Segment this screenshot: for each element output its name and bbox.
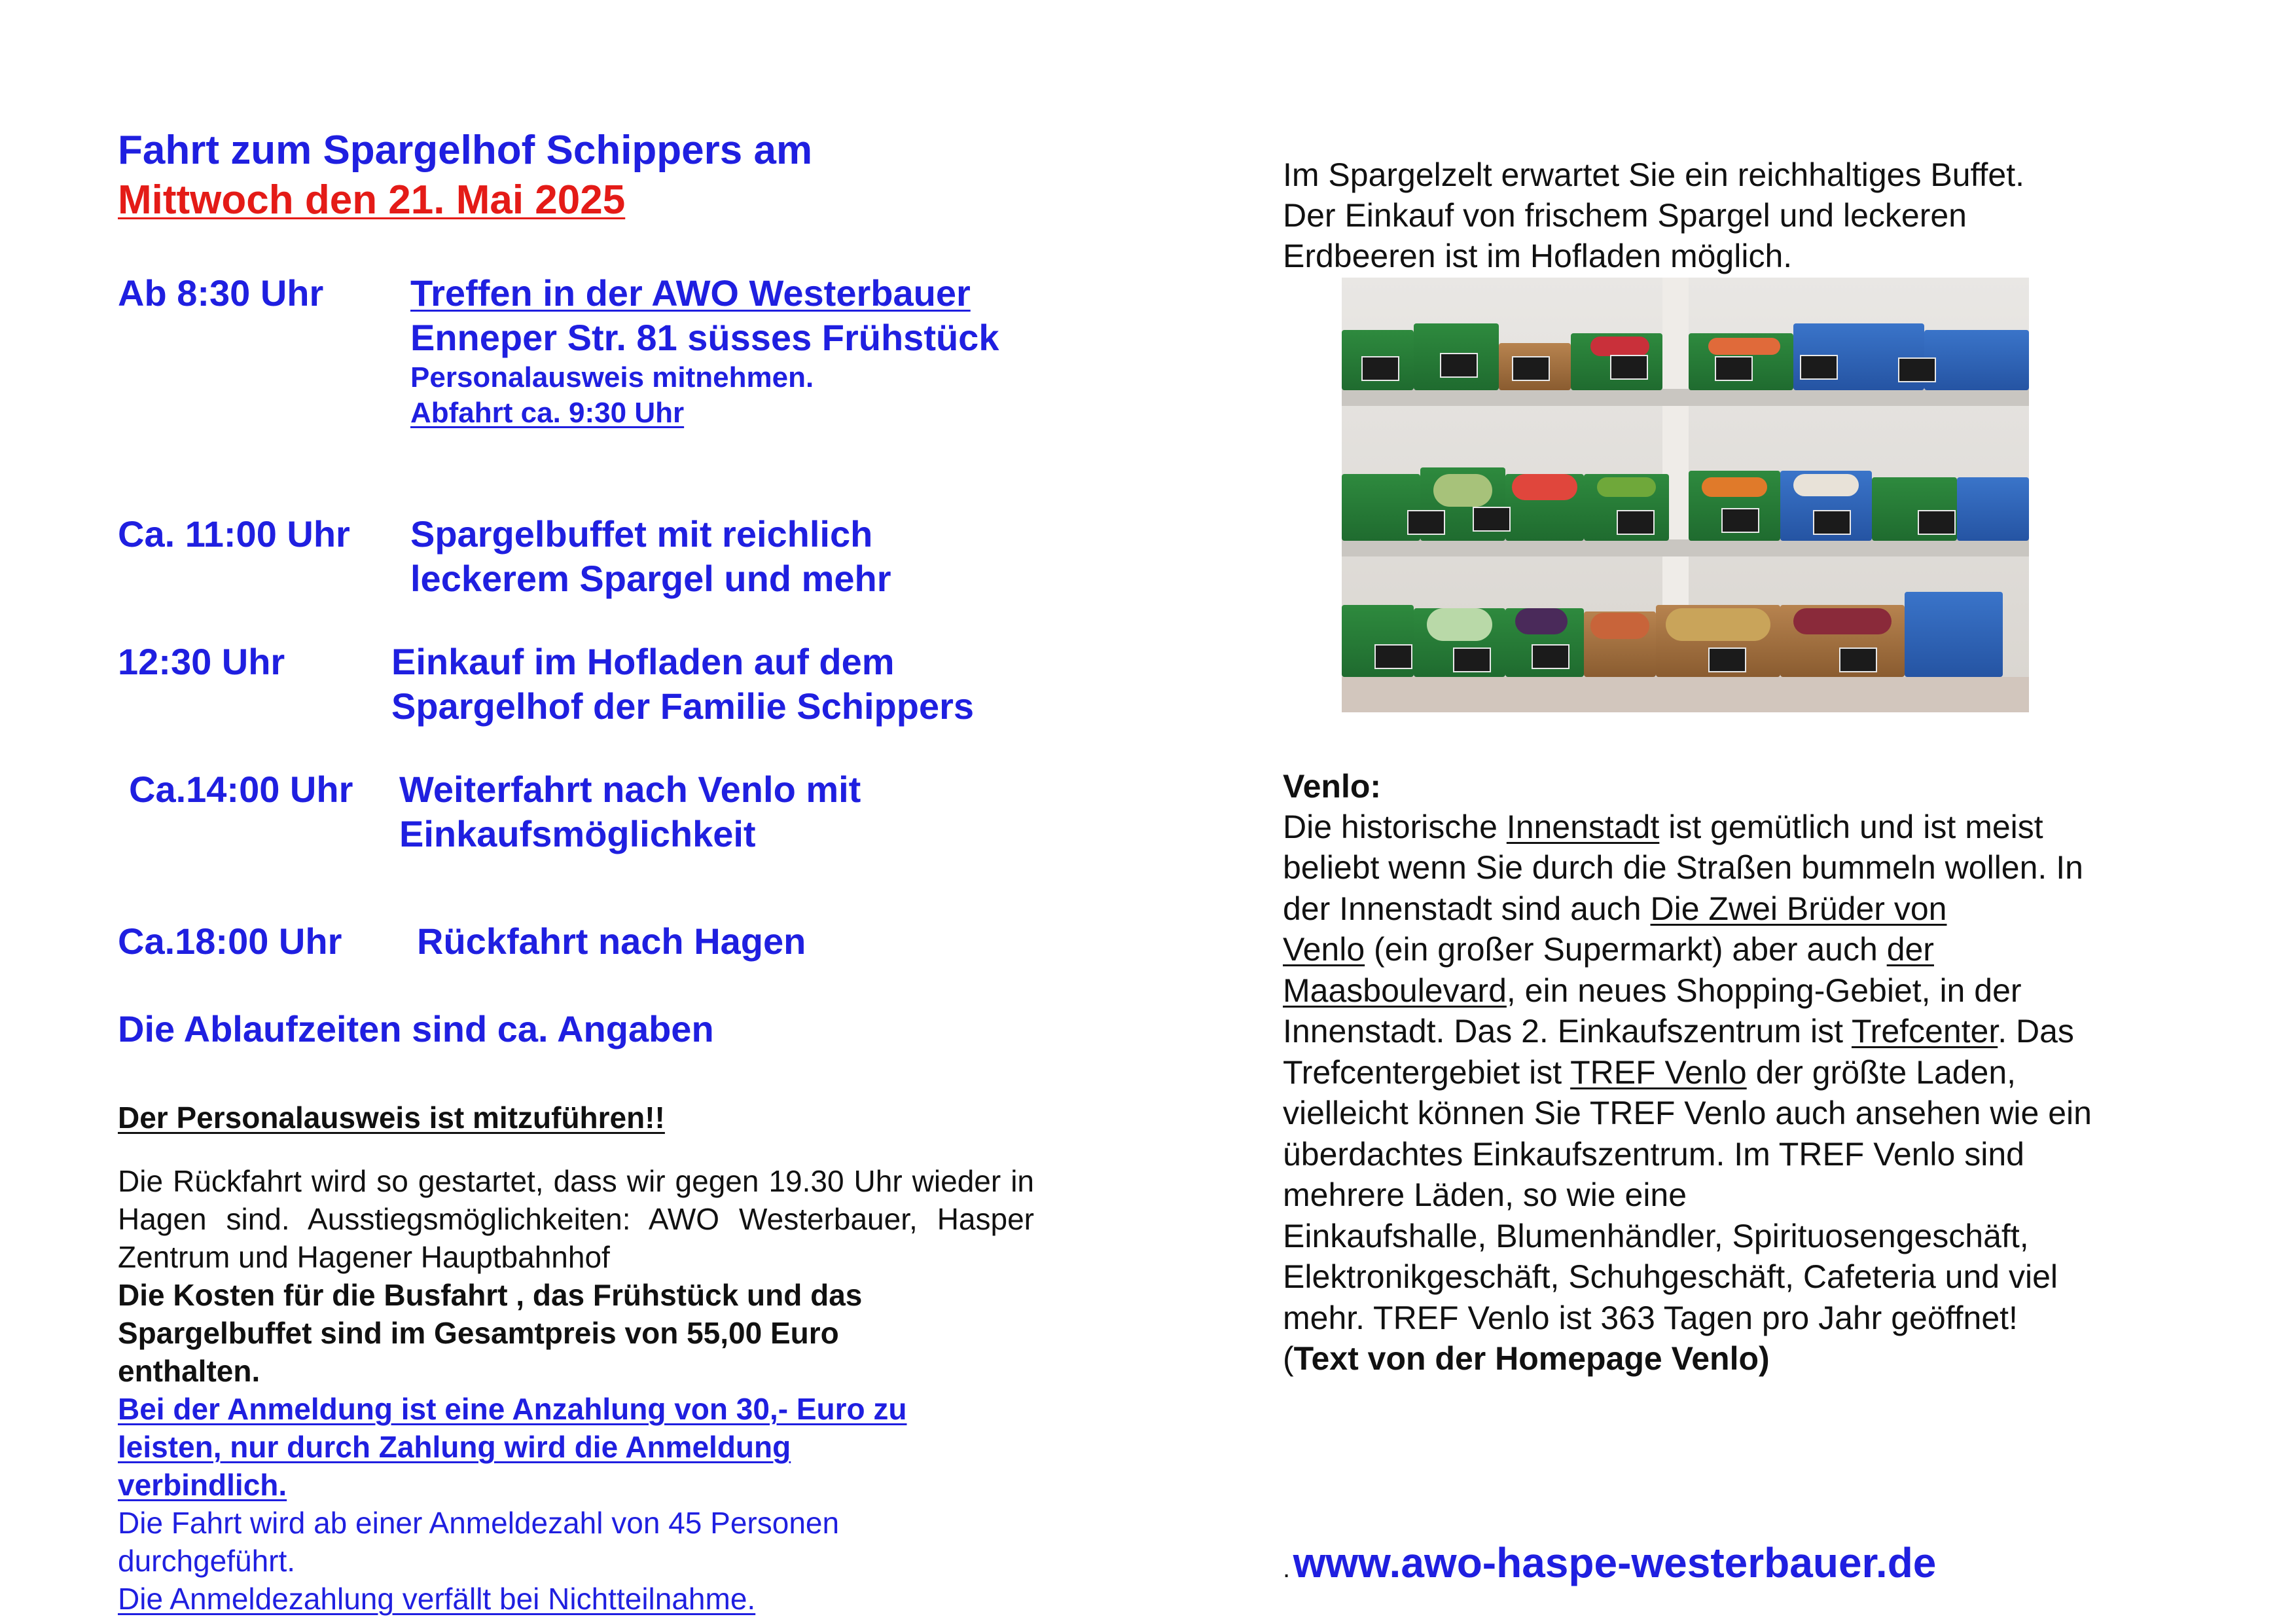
schedule-text-4a: Weiterfahrt nach Venlo mit bbox=[399, 769, 861, 810]
deposit-line-1: Bei der Anmeldung ist eine Anzahlung von 30,- Euro zu bbox=[118, 1392, 907, 1426]
schedule-text-1a: Treffen in der AWO Westerbauer bbox=[410, 272, 971, 314]
venlo-text: (ein großer Supermarkt) aber auch bbox=[1365, 931, 1887, 968]
venlo-line-7 bbox=[1283, 1052, 2016, 1093]
ablauf-note: Die Ablaufzeiten sind ca. Angaben bbox=[118, 1008, 714, 1049]
venlo-line-8: vielleicht können Sie TREF Venlo auch ansehen wie ein bbox=[1283, 1095, 2092, 1131]
link-maasboulevard[interactable]: Maasboulevard bbox=[1283, 972, 1507, 1009]
venlo-line-10: mehrere Läden, so wie eine bbox=[1283, 1176, 1687, 1213]
costs-line-2: Spargelbuffet sind im Gesamtpreis von 55,00 Euro bbox=[118, 1316, 839, 1350]
venlo-text: , ein neues Shopping-Gebiet, in der bbox=[1506, 972, 2022, 1009]
deposit-line-3: verbindlich. bbox=[118, 1468, 287, 1502]
schedule-time-4: Ca.14:00 Uhr bbox=[129, 769, 353, 810]
schedule-text-1b: Enneper Str. 81 süsses Frühstück bbox=[410, 317, 999, 358]
schedule-time-2: Ca. 11:00 Uhr bbox=[118, 513, 350, 555]
website-footer bbox=[1283, 1539, 1936, 1587]
link-zwei-brueder-venlo[interactable]: Venlo bbox=[1283, 931, 1365, 968]
link-innenstadt[interactable]: Innenstadt bbox=[1506, 809, 1660, 845]
minimum-line-1: Die Fahrt wird ab einer Anmeldezahl von 45 Personen bbox=[118, 1506, 840, 1540]
venlo-text: Innenstadt. Das 2. Einkaufszentrum ist bbox=[1283, 1013, 1852, 1049]
schedule-time-1: Ab 8:30 Uhr bbox=[118, 272, 324, 314]
source-note: Text von der Homepage Venlo) bbox=[1293, 1340, 1770, 1377]
link-der[interactable]: der bbox=[1886, 931, 1934, 968]
venlo-text: Die historische bbox=[1283, 809, 1507, 845]
schedule-text-2b: leckerem Spargel und mehr bbox=[410, 558, 891, 599]
venlo-line-2: beliebt wenn Sie durch die Straßen bummeln wollen. In bbox=[1283, 849, 2083, 886]
schedule-text-3a: Einkauf im Hofladen auf dem bbox=[391, 641, 895, 682]
link-tref-venlo[interactable]: TREF Venlo bbox=[1570, 1054, 1747, 1091]
venlo-line-11: Einkaufshalle, Blumenhändler, Spirituosengeschäft, bbox=[1283, 1218, 2029, 1254]
costs-line-1: Die Kosten für die Busfahrt , das Frühstück und das bbox=[118, 1278, 863, 1312]
schedule-note-departure: Abfahrt ca. 9:30 Uhr bbox=[410, 397, 685, 429]
venlo-text: . Das bbox=[1998, 1013, 2074, 1049]
title-line-1: Fahrt zum Spargelhof Schippers am bbox=[118, 128, 813, 173]
id-required-note: Der Personalausweis ist mitzuführen!! bbox=[118, 1101, 665, 1135]
schedule-time-5: Ca.18:00 Uhr bbox=[118, 921, 342, 962]
schedule-text-2a: Spargelbuffet mit reichlich bbox=[410, 513, 873, 555]
venlo-line-9: überdachtes Einkaufszentrum. Im TREF Venlo sind bbox=[1283, 1136, 2024, 1173]
schedule-text-3b: Spargelhof der Familie Schippers bbox=[391, 685, 975, 727]
link-trefcenter[interactable]: Trefcenter bbox=[1851, 1013, 1998, 1049]
venlo-text: der größte Laden, bbox=[1746, 1054, 2017, 1091]
venlo-text: der Innenstadt sind auch bbox=[1283, 890, 1651, 927]
costs-line-3: enthalten. bbox=[118, 1354, 260, 1388]
website-link[interactable]: www.awo-haspe-westerbauer.de bbox=[1293, 1539, 1937, 1586]
venlo-line-4 bbox=[1283, 929, 1934, 970]
venlo-line-12: Elektronikgeschäft, Schuhgeschäft, Cafeteria und viel bbox=[1283, 1258, 2058, 1295]
farm-shop-photo bbox=[1342, 278, 2029, 712]
url-dot: . bbox=[1283, 1554, 1291, 1583]
intro-line-2: Der Einkauf von frischem Spargel und leckeren bbox=[1283, 197, 1967, 234]
schedule-time-3: 12:30 Uhr bbox=[118, 641, 285, 682]
link-zwei-brueder[interactable]: Die Zwei Brüder von bbox=[1650, 890, 1947, 927]
venlo-text: Trefcentergebiet ist bbox=[1283, 1054, 1571, 1091]
minimum-line-2: durchgeführt. bbox=[118, 1544, 296, 1578]
schedule-text-5: Rückfahrt nach Hagen bbox=[417, 921, 806, 962]
venlo-text: ( bbox=[1283, 1340, 1294, 1377]
venlo-line-6 bbox=[1283, 1011, 2074, 1052]
venlo-line-1 bbox=[1283, 807, 2043, 848]
return-trip-text: Die Rückfahrt wird so gestartet, dass wir gegen 19.30 Uhr wieder in Hagen sind. Ausstiegsmöglichkeiten: AWO Westerbauer, Hasper Zentrum und Hagener Hauptbahnhof bbox=[118, 1164, 1034, 1274]
venlo-line-13: mehr. TREF Venlo ist 363 Tagen pro Jahr geöffnet! bbox=[1283, 1300, 2018, 1336]
venlo-text: ist gemütlich und ist meist bbox=[1659, 809, 2043, 845]
title-date: Mittwoch den 21. Mai 2025 bbox=[118, 177, 626, 223]
venlo-source bbox=[1283, 1338, 1770, 1379]
venlo-line-5 bbox=[1283, 970, 2022, 1012]
venlo-line-3 bbox=[1283, 888, 1946, 930]
schedule-text-4b: Einkaufsmöglichkeit bbox=[399, 813, 756, 854]
deposit-line-2: leisten, nur durch Zahlung wird die Anmeldung bbox=[118, 1430, 791, 1464]
venlo-heading: Venlo: bbox=[1283, 768, 1382, 805]
intro-line-1: Im Spargelzelt erwartet Sie ein reichhaltiges Buffet. bbox=[1283, 156, 2024, 193]
forfeit-note: Die Anmeldezahlung verfällt bei Nichtteilnahme. bbox=[118, 1582, 756, 1616]
intro-line-3: Erdbeeren ist im Hofladen möglich. bbox=[1283, 238, 1793, 274]
schedule-note-id: Personalausweis mitnehmen. bbox=[410, 361, 814, 393]
